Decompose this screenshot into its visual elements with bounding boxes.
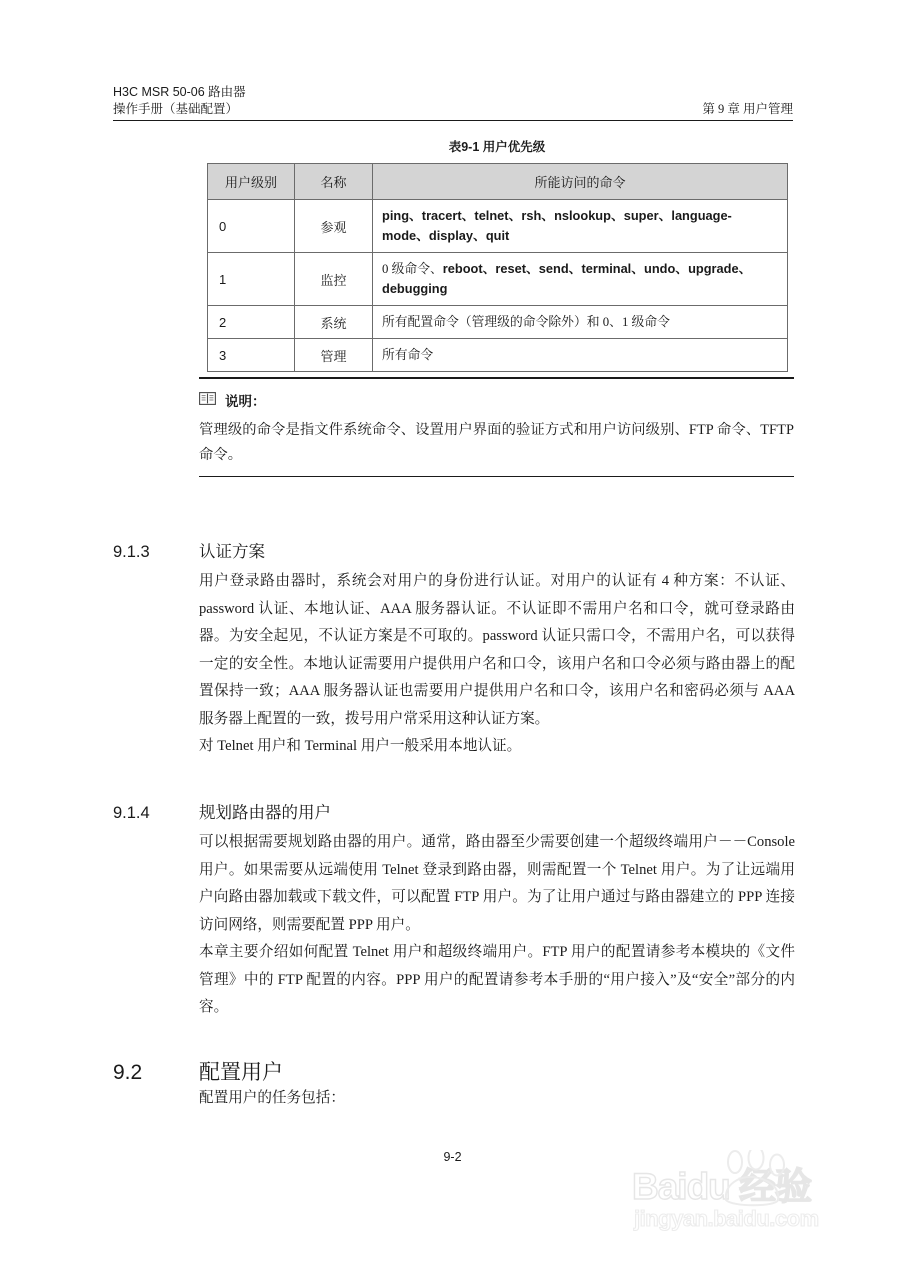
note-bottom-divider [199,476,794,477]
cell-commands [373,339,788,372]
table-row [208,200,788,253]
cell-level: 3 [208,339,295,372]
paragraph-9-1-4-2: 本章主要介绍如何配置 Telnet 用户和超级终端用户。FTP 用户的配置请参考本模块的《文件管理》中的 FTP 配置的内容。PPP 用户的配置请参考本手册的“用户接入”及“安全”部分的内容。 [199,944,795,1015]
heading-9-2-number: 9.2 [113,1061,143,1084]
table-row [208,339,788,372]
open-book-icon [199,392,216,408]
note-body: 管理级的命令是指文件系统命令、设置用户界面的验证方式和用户访问级别、FTP 命令、TFTP 命令。 [199,422,794,463]
heading-9-2 [113,1056,283,1086]
cell-commands-prefix: 0 级命令、 [382,262,443,276]
header-divider [113,120,793,121]
manual-title: H3C MSR 50-06 路由器 [113,85,246,99]
note-title: 说明： [225,394,266,409]
heading-9-1-4-title: 规划路由器的用户 [199,804,331,822]
table-caption: 表9-1 用户优先级 [448,140,546,154]
cell-level: 2 [208,306,295,339]
table-row [208,306,788,339]
cell-name: 监控 [295,253,373,306]
heading-9-1-3-title: 认证方案 [199,543,265,561]
column-header-commands: 所能访问的命令 [373,164,788,200]
watermark-main-text: Baidu 经验 [632,1166,812,1207]
column-header-name: 名称 [295,164,373,200]
heading-9-1-3-number: 9.1.3 [113,543,150,561]
table-row [208,253,788,306]
table-body [208,200,788,372]
note-block [199,377,794,477]
paragraph-9-1-3-1: 用户登录路由器时，系统会对用户的身份进行认证。对用户的认证有 4 种方案：不认证、password 认证、本地认证、AAA 服务器认证。不认证即不需用户名和口令，就可登录路由器。为安全起见，不认证方案是不可取的。password 认证只需口令，不需用户名，可以获得一定的安全性。本地认证需要用户提供用户名和口令，该用户名和口令必须与路由器上的配置保持一致；AAA 服务器认证也需要用户提供用户名和口令，该用户名和密码必须与 AAA 服务器上配置的一致，拨号用户常采用这种认证方案。 [199,573,795,727]
table-header-row [208,164,788,200]
heading-9-1-4-number: 9.1.4 [113,804,150,822]
column-header-level: 用户级别 [208,164,295,200]
cell-commands-bold: ping、tracert、telnet、rsh、nslookup、super、language-mode、display、quit [382,208,732,243]
cell-commands [373,306,788,339]
paragraph-9-1-3-2: 对 Telnet 用户和 Terminal 用户一般采用本地认证。 [199,738,522,754]
chapter-label: 第 9 章 用户管理 [702,102,793,116]
watermark-sub-text: jingyan.baidu.com [634,1206,819,1231]
manual-subtitle: 操作手册（基础配置） [113,102,239,116]
cell-commands [373,200,788,253]
cell-name: 系统 [295,306,373,339]
cell-name: 参观 [295,200,373,253]
user-priority-table-wrapper [207,163,787,372]
cell-commands-prefix: 所有配置命令（管理级的命令除外）和 0、1 级命令 [382,315,670,329]
paragraph-9-2-1: 配置用户的任务包括： [199,1090,345,1106]
heading-9-1-4 [113,799,331,823]
cell-level: 1 [208,253,295,306]
cell-commands-bold: reboot、reset、send、terminal、undo、upgrade、debugging [382,261,752,296]
cell-name: 管理 [295,339,373,372]
heading-9-2-title: 配置用户 [199,1061,283,1084]
cell-commands [373,253,788,306]
heading-9-1-3 [113,538,265,562]
cell-level: 0 [208,200,295,253]
cell-commands-prefix: 所有命令 [382,348,434,362]
running-header [113,84,793,120]
paragraph-9-1-4-1: 可以根据需要规划路由器的用户。通常，路由器至少需要创建一个超级终端用户－－Console 用户。如果需要从远端使用 Telnet 登录到路由器，则需配置一个 Telnet 用户。为了让远端用户向路由器加载或下载文件，可以配置 FTP 用户。为了让用户通过与路由器建立的 PPP 连接访问网络，则需要配置 PPP 用户。 [199,834,795,933]
note-header [199,379,794,410]
page-number: 9-2 [443,1150,462,1164]
running-header-left [113,84,246,118]
user-priority-table [207,163,788,372]
